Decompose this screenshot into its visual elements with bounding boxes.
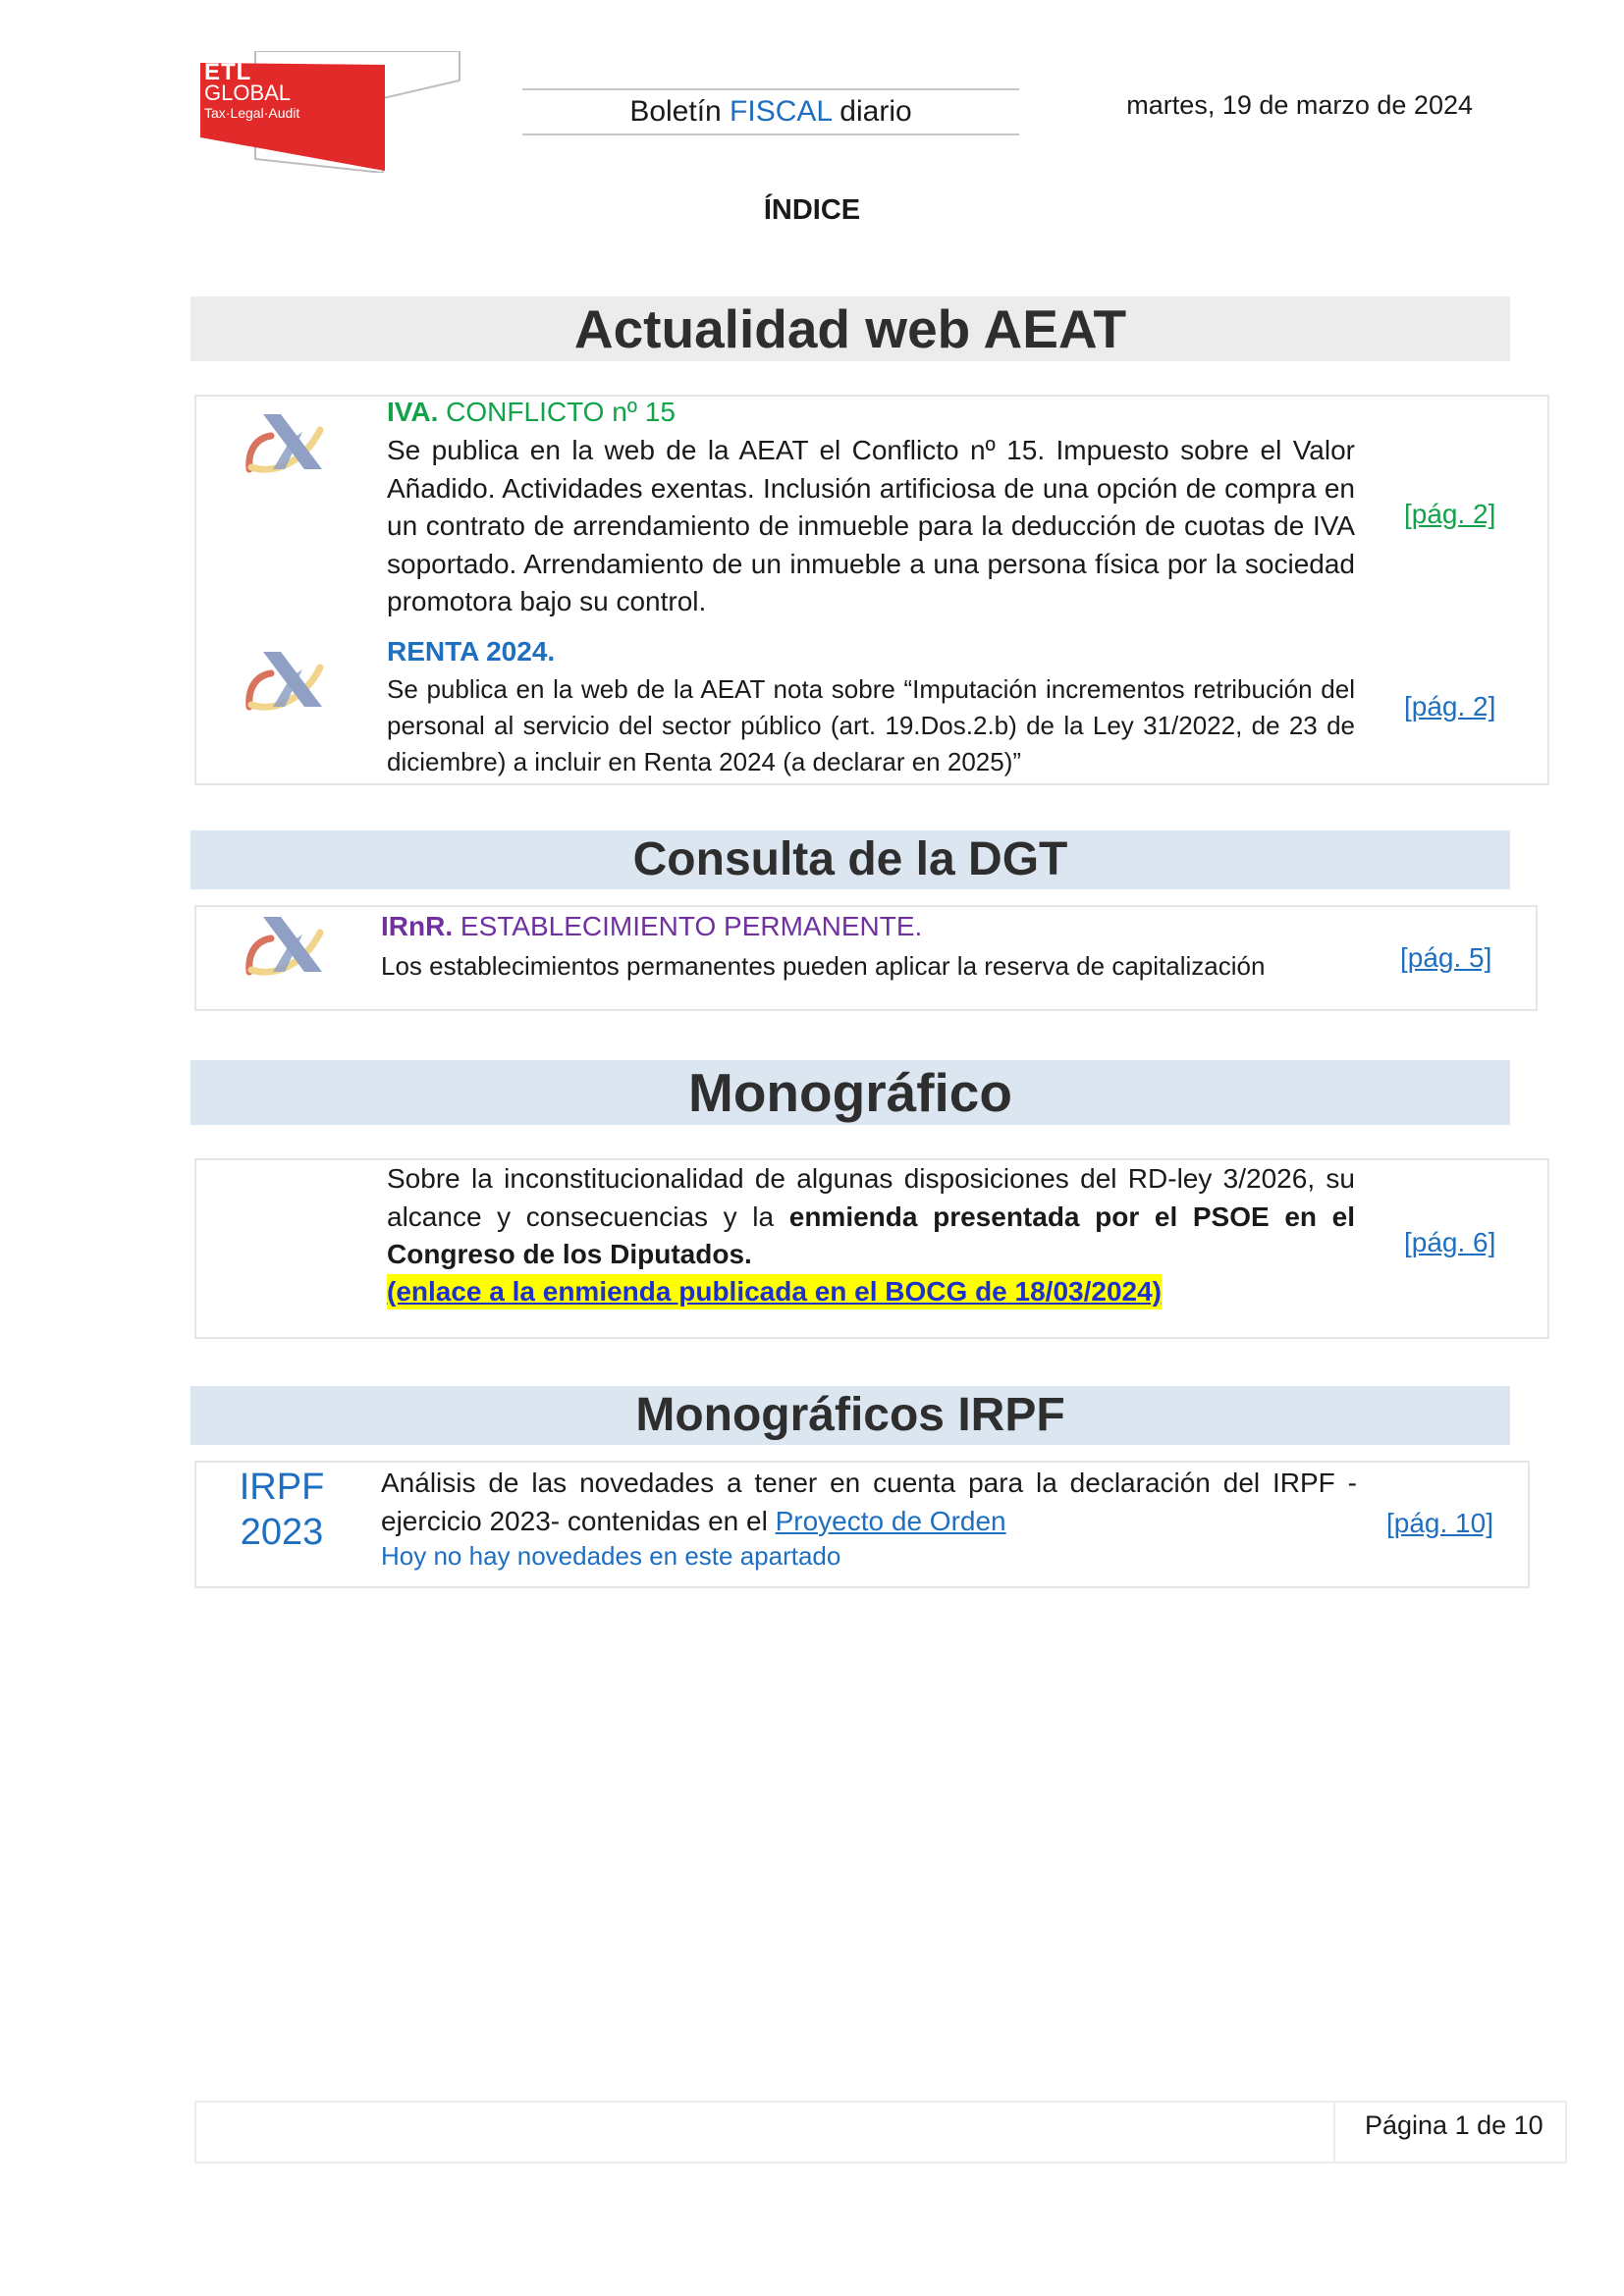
section-heading-mono: Monográfico [190, 1060, 1510, 1125]
section-heading-dgt: Consulta de la DGT [190, 830, 1510, 889]
section-heading-aeat: Actualidad web AEAT [190, 296, 1510, 361]
aeat-logo-icon [242, 913, 330, 984]
bulletin-title [522, 88, 1019, 135]
footer-divider [1333, 2103, 1335, 2162]
aeat-logo-icon [242, 648, 330, 719]
footer-box [194, 2101, 1567, 2163]
bocg-link[interactable]: (enlace a la enmienda publicada en el BOCG de 18/03/2024) [387, 1274, 1162, 1309]
item-body-irnr: Los establecimientos permanentes pueden aplicar la reserva de capitalización [381, 951, 1266, 981]
irpf-note: Hoy no hay novedades en este apartado [381, 1541, 841, 1571]
proyecto-orden-link[interactable]: Proyecto de Orden [775, 1505, 1006, 1536]
bulletin-title-pre: Boletín [629, 95, 731, 128]
irpf-box [194, 1461, 1530, 1588]
footer-page-number: Página 1 de 10 [1365, 2110, 1543, 2140]
item-title-iva-bold: IVA. [387, 397, 439, 427]
bulletin-date: martes, 19 de marzo de 2024 [1126, 90, 1473, 120]
irpf-label-line-1: IRPF [239, 1467, 325, 1508]
etl-global-logo [196, 51, 461, 173]
page-link-irpf[interactable]: [pág. 10] [1386, 1508, 1493, 1538]
mono-body-bold: enmienda presentada por el PSOE en el Congreso de los Diputados. [387, 1201, 1355, 1269]
irpf-label-line-2: 2023 [240, 1512, 324, 1553]
irpf-body-text: Análisis de las novedades a tener en cuenta para la declaración del IRPF - ejercicio 2023- contenidas en el [381, 1468, 1357, 1536]
aeat-logo-icon [242, 410, 330, 481]
item-title-renta[interactable]: RENTA 2024. [387, 636, 556, 667]
aeat-items-box [194, 395, 1549, 785]
mono-box [194, 1158, 1549, 1339]
page-link-irnr[interactable]: [pág. 5] [1400, 942, 1492, 973]
item-title-irnr[interactable] [381, 911, 922, 942]
irpf-label [218, 1465, 346, 1555]
mono-body-text: Sobre la inconstitucionalidad de algunas disposiciones del RD-ley 3/2026, su alcance y consecuencias y la [387, 1163, 1355, 1232]
page-link-renta[interactable]: [pág. 2] [1404, 691, 1496, 721]
item-title-irnr-rest: ESTABLECIMIENTO PERMANENTE. [453, 911, 923, 941]
bulletin-title-accent: FISCAL [730, 95, 832, 128]
item-title-irnr-bold: IRnR. [381, 911, 454, 941]
irpf-body [381, 1465, 1357, 1540]
page-link-mono[interactable]: [pág. 6] [1404, 1227, 1496, 1257]
item-title-iva-rest: CONFLICTO nº 15 [438, 397, 676, 427]
item-body-renta: Se publica en la web de la AEAT nota sobre “Imputación incrementos retribución del personal al servicio del sector público (art. 19.Dos.2.b) de la Ley 31/2022, de 23 de diciembre) a incluir en Renta 2024 (a declarar en 2025)” [387, 674, 1355, 776]
item-body-iva: Se publica en la web de la AEAT el Conflicto nº 15. Impuesto sobre el Valor Añadido. Actividades exentas. Inclusión artificiosa de una opción de compra en un contrato de arrendamiento de inmueble para la deducción de cuotas de IVA soportado. Arrendamiento de un inmueble a una persona física por la sociedad promotora bajo su control. [387, 435, 1355, 616]
dgt-items-box [194, 905, 1538, 1011]
mono-body [387, 1160, 1355, 1274]
item-title-iva[interactable] [387, 397, 676, 428]
page-link-iva[interactable]: [pág. 2] [1404, 499, 1496, 529]
logo-line-1: ETL [204, 59, 252, 85]
index-title: ÍNDICE [763, 194, 861, 226]
section-heading-irpf: Monográficos IRPF [190, 1386, 1510, 1445]
logo-line-3: Tax·Legal·Audit [204, 105, 300, 121]
bulletin-title-post: diario [831, 95, 912, 128]
logo-line-2: GLOBAL [204, 80, 292, 105]
